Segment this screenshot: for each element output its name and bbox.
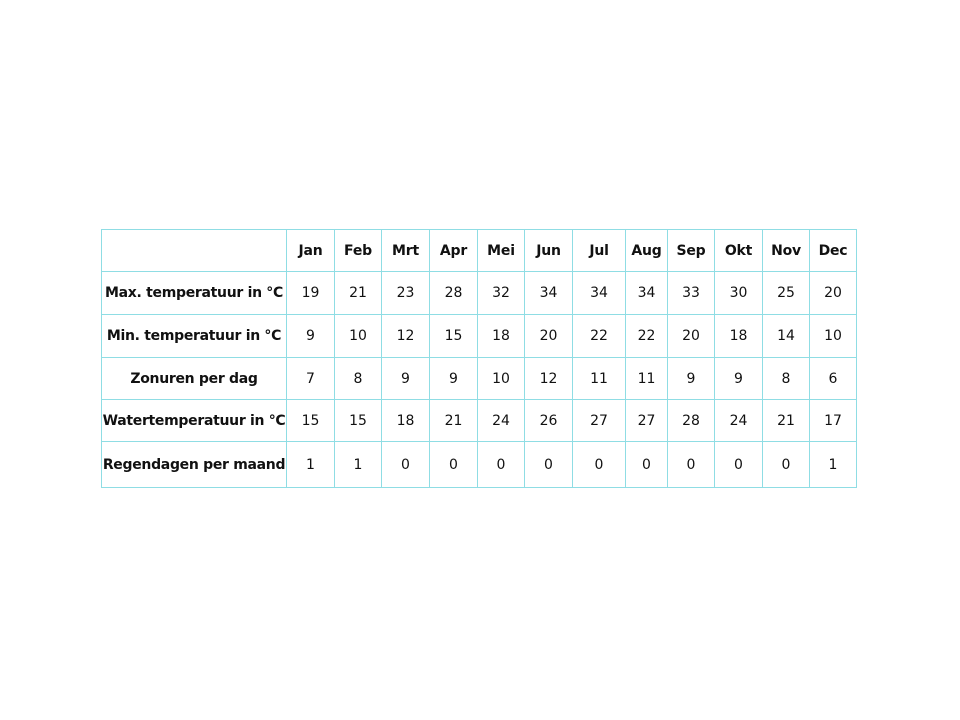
table-cell: 24	[478, 400, 525, 442]
table-cell: 27	[573, 400, 626, 442]
row-label: Zonuren per dag	[102, 358, 287, 400]
table-cell: 8	[335, 358, 382, 400]
table-cell: 0	[626, 442, 668, 488]
table-cell: 19	[287, 272, 335, 315]
table-cell: 18	[715, 315, 763, 358]
month-header: Mrt	[382, 230, 430, 272]
table-cell: 22	[573, 315, 626, 358]
table-cell: 24	[715, 400, 763, 442]
month-header: Aug	[626, 230, 668, 272]
table-cell: 27	[626, 400, 668, 442]
table-cell: 7	[287, 358, 335, 400]
table-cell: 11	[573, 358, 626, 400]
table-cell: 33	[668, 272, 715, 315]
month-header: Jan	[287, 230, 335, 272]
table-cell: 21	[430, 400, 478, 442]
header-row	[102, 230, 857, 272]
table-cell: 9	[287, 315, 335, 358]
table-cell: 26	[525, 400, 573, 442]
table-cell: 23	[382, 272, 430, 315]
month-header: Feb	[335, 230, 382, 272]
table-cell: 10	[335, 315, 382, 358]
month-header: Apr	[430, 230, 478, 272]
table-cell: 21	[763, 400, 810, 442]
table-cell: 12	[382, 315, 430, 358]
table-cell: 0	[430, 442, 478, 488]
table-cell: 10	[810, 315, 857, 358]
row-label: Regendagen per maand	[102, 442, 287, 488]
table-cell: 10	[478, 358, 525, 400]
climate-table	[101, 229, 857, 488]
table-cell: 18	[382, 400, 430, 442]
table-cell: 12	[525, 358, 573, 400]
table-cell: 9	[430, 358, 478, 400]
table-cell: 6	[810, 358, 857, 400]
month-header: Okt	[715, 230, 763, 272]
table-cell: 15	[430, 315, 478, 358]
table-cell: 0	[763, 442, 810, 488]
table-row	[102, 272, 857, 315]
table-cell: 15	[287, 400, 335, 442]
table-cell: 18	[478, 315, 525, 358]
table-cell: 9	[668, 358, 715, 400]
table-cell: 0	[715, 442, 763, 488]
month-header: Jul	[573, 230, 626, 272]
table-cell: 20	[668, 315, 715, 358]
table-cell: 34	[573, 272, 626, 315]
month-header: Mei	[478, 230, 525, 272]
table-row	[102, 400, 857, 442]
table-cell: 9	[382, 358, 430, 400]
table-cell: 15	[335, 400, 382, 442]
table-cell: 20	[810, 272, 857, 315]
table-cell: 0	[478, 442, 525, 488]
table-cell: 25	[763, 272, 810, 315]
table-cell: 20	[525, 315, 573, 358]
table-cell: 21	[335, 272, 382, 315]
row-label: Watertemperatuur in °C	[102, 400, 287, 442]
corner-cell	[102, 230, 287, 272]
table-cell: 28	[668, 400, 715, 442]
table-cell: 0	[382, 442, 430, 488]
table-cell: 32	[478, 272, 525, 315]
month-header: Dec	[810, 230, 857, 272]
table-row	[102, 358, 857, 400]
table-cell: 1	[810, 442, 857, 488]
table-cell: 17	[810, 400, 857, 442]
table-cell: 11	[626, 358, 668, 400]
table-cell: 0	[525, 442, 573, 488]
table-cell: 1	[335, 442, 382, 488]
table-cell: 34	[626, 272, 668, 315]
table-cell: 8	[763, 358, 810, 400]
table-cell: 28	[430, 272, 478, 315]
row-label: Min. temperatuur in °C	[102, 315, 287, 358]
table-cell: 34	[525, 272, 573, 315]
month-header: Sep	[668, 230, 715, 272]
table-cell: 0	[573, 442, 626, 488]
month-header: Nov	[763, 230, 810, 272]
table-cell: 9	[715, 358, 763, 400]
table-row	[102, 442, 857, 488]
table-row	[102, 315, 857, 358]
table-cell: 14	[763, 315, 810, 358]
table-cell: 0	[668, 442, 715, 488]
table-cell: 1	[287, 442, 335, 488]
table-cell: 22	[626, 315, 668, 358]
row-label: Max. temperatuur in °C	[102, 272, 287, 315]
month-header: Jun	[525, 230, 573, 272]
table-cell: 30	[715, 272, 763, 315]
